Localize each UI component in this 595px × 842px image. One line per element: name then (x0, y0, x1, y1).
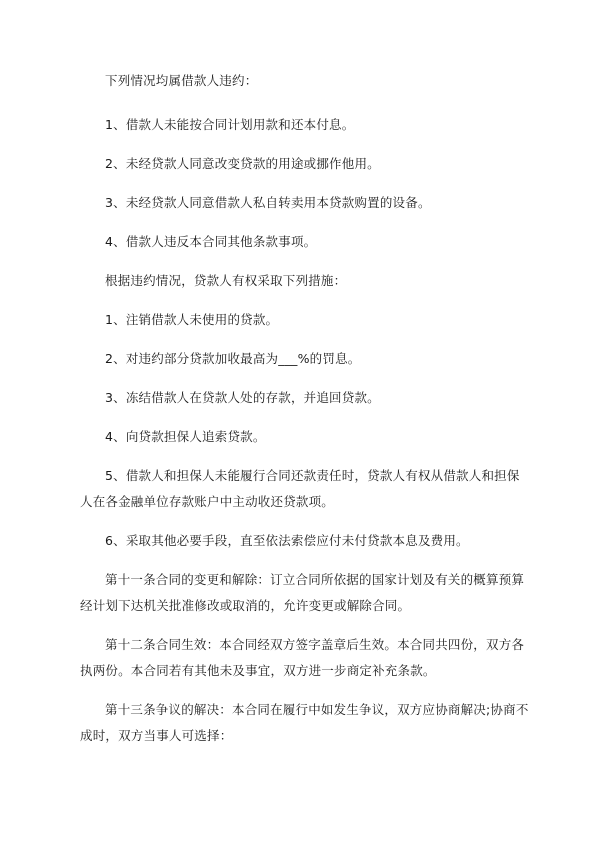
paragraph-measure-5: 5、借款人和担保人未能履行合同还款责任时，贷款人有权从借款人和担保人在各金融单位存款账户中主动收还贷款项。 (80, 468, 520, 509)
paragraph-measures-intro: 根据违约情况，贷款人有权采取下列措施： (105, 273, 347, 288)
paragraph-violation-1: 1、借款人未能按合同计划用款和还本付息。 (105, 117, 355, 132)
paragraph-measure-2: 2、对违约部分贷款加收最高为___%的罚息。 (105, 351, 361, 366)
paragraph-violation-4: 4、借款人违反本合同其他条款事项。 (105, 234, 317, 249)
paragraph-article-13: 第十三条争议的解决：本合同在履行中如发生争议，双方应协商解决;协商不成时，双方当事人可选择： (80, 702, 529, 743)
paragraph-measure-1: 1、注销借款人未使用的贷款。 (105, 312, 279, 327)
paragraph-violation-3: 3、未经贷款人同意借款人私自转卖用本贷款购置的设备。 (105, 195, 431, 210)
paragraph-measure-6: 6、采取其他必要手段，直至依法索偿应付未付贷款本息及费用。 (105, 533, 469, 548)
paragraph-violation-intro: 下列情况均属借款人违约： (105, 73, 258, 88)
paragraph-article-12: 第十二条合同生效：本合同经双方签字盖章后生效。本合同共四份，双方各执两份。本合同若有其他未及事宜，双方进一步商定补充条款。 (80, 637, 525, 678)
paragraph-measure-3: 3、冻结借款人在贷款人处的存款，并追回贷款。 (105, 390, 380, 405)
paragraph-measure-4: 4、向贷款担保人追索贷款。 (105, 429, 266, 444)
paragraph-article-11: 第十一条合同的变更和解除：订立合同所依据的国家计划及有关的概算预算经计划下达机关批准修改或取消的，允许变更或解除合同。 (80, 572, 525, 613)
paragraph-violation-2: 2、未经贷款人同意改变贷款的用途或挪作他用。 (105, 156, 380, 171)
